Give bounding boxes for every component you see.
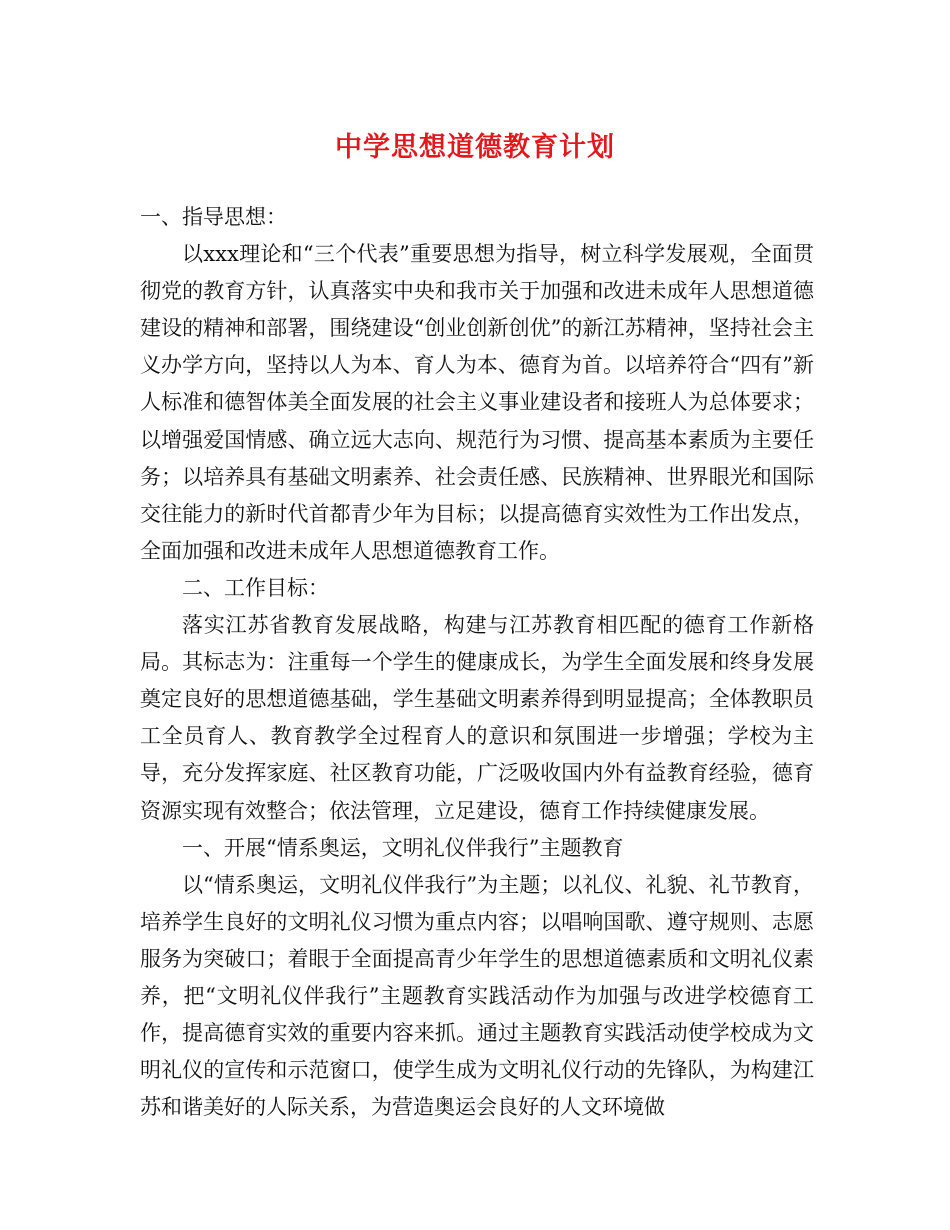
- paragraph-guiding-ideology: 以xxx理论和“三个代表”重要思想为指导，树立科学发展观，全面贯彻党的教育方针，认真落实中央和我市关于加强和改进未成年人思想道德建设的精神和部署，围绕建设“创业创新创优”的新江苏精神，坚持社会主义办学方向，坚持以人为本、育人为本、德育为首。以培养符合“四有”新人标准和德智体美全面发展的社会主义事业建设者和接班人为总体要求；以增强爱国情感、确立远大志向、规范行为习惯、提高基本素质为主要任务；以培养具有基础文明素养、社会责任感、民族精神、世界眼光和国际交往能力的新时代首都青少年为目标；以提高德育实效性为工作出发点，全面加强和改进未成年人思想道德教育工作。: [140, 242, 814, 563]
- section-heading-guiding-ideology: 一、指导思想：: [140, 205, 287, 229]
- paragraph-theme-education: 以“情系奥运，文明礼仪伴我行”为主题；以礼仪、礼貌、礼节教育，培养学生良好的文明礼仪习惯为重点内容；以唱响国歌、遵守规则、志愿服务为突破口；着眼于全面提高青少年学生的思想道德素质和文明礼仪素养，把“文明礼仪伴我行”主题教育实践活动作为加强与改进学校德育工作，提高德育实效的重要内容来抓。通过主题教育实践活动使学校成为文明礼仪的宣传和示范窗口，使学生成为文明礼仪行动的先锋队，为构建江苏和谐美好的人际关系，为营造奥运会良好的人文环境做: [140, 872, 814, 1120]
- section-heading-theme-education: 一、开展“情系奥运，文明礼仪伴我行”主题教育: [182, 835, 624, 860]
- document-body: [140, 199, 814, 1126]
- paragraph-work-goals: 落实江苏省教育发展战略，构建与江苏教育相匹配的德育工作新格局。其标志为：注重每一个学生的健康成长，为学生全面发展和终身发展奠定良好的思想道德基础，学生基础文明素养得到明显提高；全体教职员工全员育人、教育教学全过程育人的意识和氛围进一步增强；学校为主导，充分发挥家庭、社区教育功能，广泛吸收国内外有益教育经验，德育资源实现有效整合；依法管理，立足建设，德育工作持续健康发展。: [140, 613, 814, 823]
- section-heading-work-goals: 二、工作目标：: [182, 575, 329, 600]
- document-title: 中学思想道德教育计划: [335, 132, 615, 163]
